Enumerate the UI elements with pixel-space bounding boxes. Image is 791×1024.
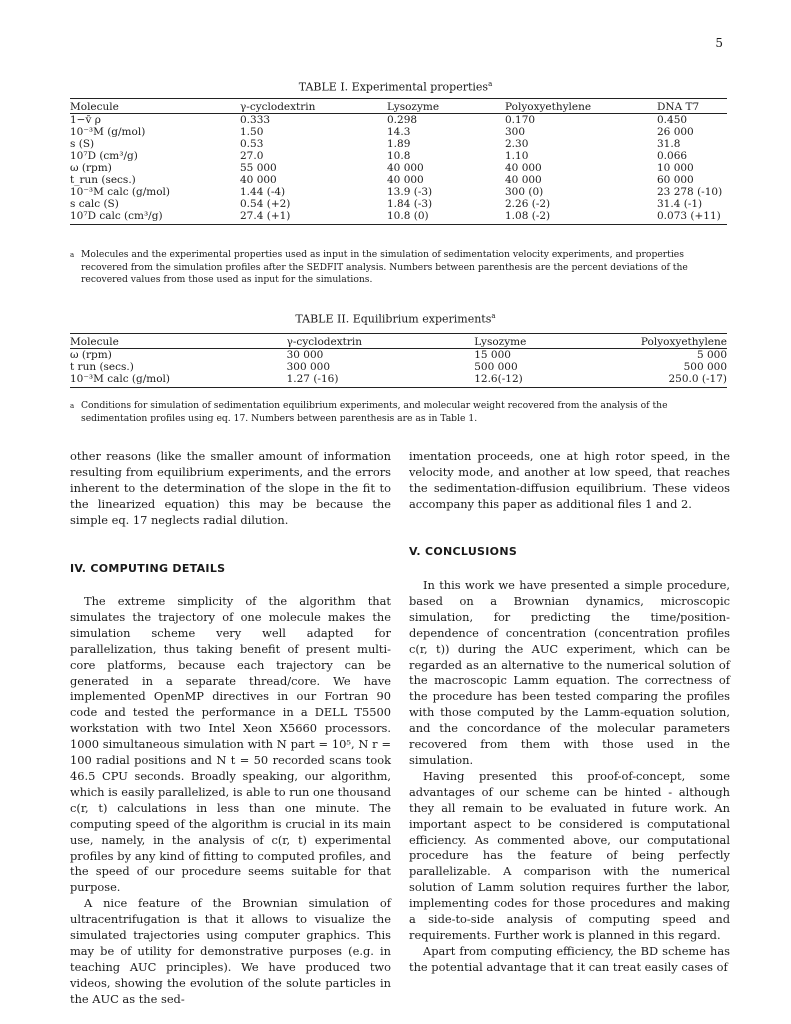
table2-column-header: Lysozyme [474, 334, 641, 349]
table1-cell: 2.26 (-2) [505, 198, 551, 210]
table1-cell: 10⁻³M (g/mol) [70, 126, 146, 138]
table1-caption-mark: a [488, 80, 493, 88]
table2-cell: ω (rpm) [70, 349, 112, 361]
table1-column-header: Polyoxyethylene [505, 99, 657, 114]
right-column-intro [409, 449, 730, 513]
table1-cell: 0.333 [240, 114, 271, 126]
table1-cell: 26 000 [657, 126, 694, 138]
table1-row [70, 186, 727, 198]
table1-cell: 40 000 [387, 162, 424, 174]
table1-cell: 27.4 (+1) [240, 210, 387, 225]
table1-column-header: γ-cyclodextrin [240, 99, 387, 114]
table2-body [70, 334, 727, 388]
table2-cell: 1.27 (-16) [287, 373, 475, 388]
table1-cell: 13.9 (-3) [387, 186, 433, 198]
table2-cell: 5 000 [696, 349, 727, 361]
table2-cell: 500 000 [474, 361, 518, 373]
table1-cell: 10 000 [657, 162, 694, 174]
table2-cell: 12.6(-12) [474, 373, 641, 388]
table1-cell: 0.54 (+2) [240, 198, 291, 210]
table1-cell: s calc (S) [70, 198, 119, 210]
table1-caption-text: TABLE I. Experimental properties [298, 80, 489, 94]
table2-footnote-mark: a [70, 402, 75, 410]
table1-cell: s (S) [70, 138, 95, 150]
table1-cell: 1.44 (-4) [240, 186, 286, 198]
table2-caption-text: TABLE II. Equilibrium experiments [295, 312, 492, 326]
table1-row [70, 210, 727, 225]
conclusions-paragraph-3: Apart from computing efficiency, the BD scheme has the potential advantage that it can treat easily cases of [409, 943, 730, 974]
table1-cell: 0.066 [657, 150, 688, 162]
table2-cell: 15 000 [474, 349, 511, 361]
table1-cell: 1.89 [387, 138, 411, 150]
table2-cell: 500 000 [683, 361, 727, 373]
table1-cell: 1.50 [240, 126, 264, 138]
table1-header-row [70, 99, 727, 114]
section-heading-conclusions: V. CONCLUSIONS [409, 545, 518, 558]
table1 [70, 98, 727, 225]
table1-cell: 10.8 (0) [387, 210, 505, 225]
right-intro-paragraph: imentation proceeds, one at high rotor speed, in the velocity mode, and another at low speed, that reaches the sedimentation-diffusion equilibrium. These videos accompany this paper as additional files 1 and 2. [409, 449, 730, 511]
table1-column-header: DNA T7 [657, 99, 727, 114]
table1-row [70, 126, 727, 138]
table2-cell: 250.0 (-17) [641, 373, 727, 388]
table2 [70, 333, 727, 388]
table2-footnote-line: sedimentation profiles using eq. 17. Numbers between parenthesis are as in Table 1. [81, 412, 478, 424]
table1-cell: 0.53 [240, 138, 264, 150]
table1-row [70, 114, 727, 127]
table1-cell: 0.170 [505, 114, 536, 126]
table2-row [70, 373, 727, 388]
right-column-body [409, 578, 730, 976]
table1-cell: 300 [505, 126, 526, 138]
section-heading-computing-details: IV. COMPUTING DETAILS [70, 562, 226, 575]
table1-footnote-line: Molecules and the experimental properties used as input in the simulation of sedimentation velocity experiments, and properties [81, 249, 684, 260]
left-column-body [70, 594, 391, 1008]
table1-cell: 10.8 [387, 150, 411, 162]
conclusions-paragraph-2: Having presented this proof-of-concept, some advantages of our scheme can be hinted - although they all remain to be evaluated in future work. An important aspect to be considered is computational efficiency. As commented above, our computational procedure has the feature of being perfectly parallelizable. A comparison with the numerical solution of Lamm solution requires further the labor, implementing codes for those procedures and making a side-to-side analysis of computing speed and requirements. Further work is planned in this regard. [409, 768, 730, 942]
table2-row [70, 361, 727, 373]
table1-cell: 23 278 (-10) [657, 186, 723, 198]
table1-cell: 1−v̄ ρ [70, 114, 101, 126]
table1-column-header: Molecule [70, 99, 240, 114]
table1-cell: 31.4 (-1) [657, 198, 703, 210]
computing-paragraph-2: A nice feature of the Brownian simulation of ultracentrifugation is that it allows to visualize the simulated trajectories using computer graphics. This may be of utility for demonstrative purposes (e.g. in teaching AUC principles). We have produced two videos, showing the evolution of the solute particles in the AUC as the sed- [70, 896, 391, 1006]
table1-cell: t_run (secs.) [70, 174, 136, 186]
table2-column-header: Molecule [70, 334, 287, 349]
table1-cell: 1.10 [505, 150, 529, 162]
left-column-intro [70, 449, 391, 529]
table1-cell: 14.3 [387, 126, 411, 138]
table1-cell: 1.84 (-3) [387, 198, 433, 210]
table1-cell: 40 000 [505, 162, 542, 174]
table1-cell: 10⁷D (cm³/g) [70, 150, 138, 162]
table1-cell: 10⁷D calc (cm³/g) [70, 210, 240, 225]
table1-footnote-line: recovered values from those used as input for the simulations. [81, 274, 373, 285]
table1-row [70, 162, 727, 174]
conclusions-paragraph-1: In this work we have presented a simple procedure, based on a Brownian dynamics, microscopic simulation, for predicting the time/position-dependence of concentration (concentration profiles c(r, t)) during the AUC experiment, which can be regarded as an alternative to the numerical solution of the macroscopic Lamm equation. The correctness of the procedure has been tested comparing the profiles with those computed by the Lamm-equation solution, and the concordance of the molecular parameters recovered from them with those used in the simulation. [409, 578, 730, 767]
table2-footnote-line: Conditions for simulation of sedimentation equilibrium experiments, and molecular weight recovered from the analysis of the [81, 400, 668, 411]
table1-cell: 40 000 [240, 174, 277, 186]
table1-caption [0, 80, 791, 94]
table1-row [70, 150, 727, 162]
table1-cell: 0.073 (+11) [657, 210, 727, 225]
table1-footnote [70, 249, 732, 287]
table1-row [70, 198, 727, 210]
page-number: 5 [715, 36, 723, 50]
table2-caption [0, 312, 791, 326]
table1-cell: 55 000 [240, 162, 277, 174]
table2-column-header: γ-cyclodextrin [287, 334, 475, 349]
table1-row [70, 174, 727, 186]
table1-cell: 10⁻³M calc (g/mol) [70, 186, 171, 198]
table1-cell: 31.8 [657, 138, 681, 150]
table2-cell: t run (secs.) [70, 361, 134, 373]
table2-footnote [70, 400, 732, 425]
table2-cell: 30 000 [286, 349, 324, 361]
table1-cell: 0.298 [387, 114, 418, 126]
table1-cell: 1.08 (-2) [505, 210, 657, 225]
table1-cell: 40 000 [387, 174, 424, 186]
table2-cell: 10⁻³M calc (g/mol) [70, 373, 287, 388]
table1-cell: 27.0 [240, 150, 264, 162]
table2-cell: 300 000 [286, 361, 331, 373]
table2-row [70, 349, 727, 362]
table1-body [70, 99, 727, 225]
table1-cell: 2.30 [505, 138, 529, 150]
table1-cell: 300 (0) [505, 186, 544, 198]
table1-cell: ω (rpm) [70, 162, 112, 174]
table1-row [70, 138, 727, 150]
table1-footnote-line: recovered from the simulation profiles after the SEDFIT analysis. Numbers between parenthesis are the percent deviations of the [81, 261, 688, 273]
table1-cell: 60 000 [657, 174, 694, 186]
computing-paragraph-1: The extreme simplicity of the algorithm that simulates the trajectory of one molecule makes the simulation scheme very well adapted for parallelization, thus taking benefit of present multi-core platforms, because each trajectory can be generated in a separate thread/core. We have implemented OpenMP directives in our Fortran 90 code and tested the performance in a DELL T5500 workstation with two Intel Xeon X5660 processors. 1000 simultaneous simulation with N part = 10⁵, N r = 100 radial positions and N t = 50 recorded scans took 46.5 CPU seconds. Broadly speaking, our algorithm, which is easily parallelized, is able to run one thousand c(r, t) calculations in less than one minute. The computing speed of the algorithm is crucial in its main use, namely, in the analysis of c(r, t) experimental profiles by any kind of fitting to computed profiles, and the speed of our procedure seems suitable for that purpose. [70, 594, 391, 895]
table2-caption-mark: a [491, 312, 496, 320]
table1-column-header: Lysozyme [387, 99, 505, 114]
table1-cell: 40 000 [505, 174, 542, 186]
left-intro-paragraph: other reasons (like the smaller amount of information resulting from equilibrium experiments, and the errors inherent to the determination of the slope in the fit to the linearized equation) this may be because the simple eq. 17 neglects radial dilution. [70, 449, 391, 527]
table1-footnote-mark: a [70, 251, 75, 259]
table2-column-header: Polyoxyethylene [641, 334, 727, 349]
table2-header-row [70, 334, 727, 349]
table1-cell: 0.450 [657, 114, 688, 126]
